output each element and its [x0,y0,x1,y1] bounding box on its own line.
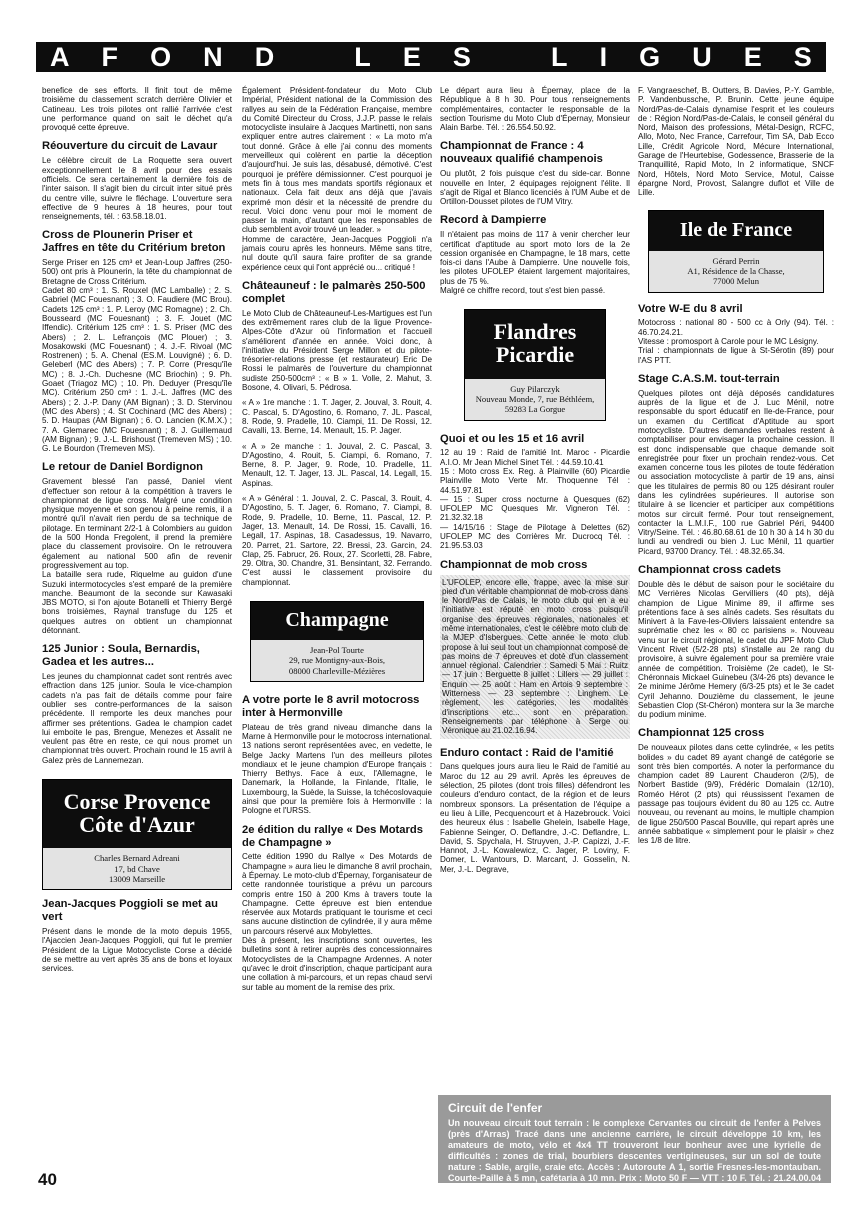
article-text: Plateau de très grand niveau dimanche dans la Marne à Hermonville pour le motocross international. 13 nations seront représentées avec, en vedette, le Belge Jacky Martens l'un des meilleurs pilotes mondiaux et le jeune champion d'Europe français : Thierry Bethys. Face à eux, l'Allemagne, le Danemark, la Hollande, la Finlande, l'Italie, le Luxembourg, la Suède, la Suisse, la tchécoslovaquie ainsi que pour la première fois à Hermonville : la Pologne et l'URSS. [242,722,432,816]
banner-letter: L [354,41,371,72]
article-heading: 2e édition du rallye « Des Motards de Champagne » [242,823,423,849]
article-text: — 15 : Super cross nocturne à Quesques (62) UFOLEP MC Quesques Mr. Vigneron Tél. : 21.32.32.18 [440,494,630,523]
region-title: Ile de France [649,211,823,251]
article-text: 12 au 19 : Raid de l'amitié Int. Maroc - Picardie A.I.O. Mr Jean Michel Sinet Tél. : 44.59.10.41 [440,448,630,467]
box-text: Un nouveau circuit tout terrain : le complexe Cervantes ou circuit de l'enfer à Pelves (près d'Arras) Tracé dans une ancienne carrière, le circuit développe 10 km, les amateurs de moto, vélo et 4x4 TT trouveront leur bonheur avec une kyrielle de difficultés : zones de trial, bourbiers descentes vertigineuses, sur un sol de toute nature : Sable, argile, craie etc. Accès : Autoroute A 1, sortie Fresnes-les-montauban. Courte-Paille à 5 mn, cafétaria à 10 mn. Prix : Moto 50 F — VTT : 10 F. Tél. : 21.24.00.04 ou 21.58.95.42 [448,1118,821,1194]
contact-city: 08000 Charleville-Mézières [288,665,386,676]
article-text: De nouveaux pilotes dans cette cylindrée, « les petits bolides » du cadet 89 ayant changé de catégorie se sont très bien comportés. A noter la performance du champion cadet 89 Laurent Chauderon (2/5), de Norbert Bastide (9/9), Frédéric Domalain (12/10), Roméo Hérot (2 pts) qui réussissent l'examen de passage pas toujours évident du 80 au 125 cc. Autre nouveau, ou revenant au moins, le multiple champion de ligue 250/500 Pascal Bouville, qui repart après une année sabbatique « simplement pour le plaisir » chez les 1/8 de litre. [638,743,834,846]
banner-letter: I [599,41,608,72]
article-text: Serge Priser en 125 cm³ et Jean-Loup Jaffres (250-500) ont pris à Plounerin, la tête du championnat de Bretagne de Cross Critérium. [42,258,232,286]
article-text: F. Vangraeschef, B. Outters, B. Davies, P.-Y. Gamble, P. Vandenbussche, P. Brunin. Cette jeune équipe Nord/Pas-de-Calais dynamise l'esprit et les couleurs de : Région Nord/Pas-de-Calais, le conseil général du Nord, Maison des professions, Métal-Design, RCFC, Allo, Moto, Nec France, Carrefour, Tim SA, Dab Ecco Lille, Crédit Agricole Nord, Mécure International, Garage de l'Heurtebise, Godessence, Brasserie de la Tranquillité, Rapid Moto, In 2 informatique, SNCF Nord, Hôtels, Nord Moto Service, Motul, Caisse épargne Nord, Provost, Salangre duflot et Ville de Lille. [638,86,834,198]
region-box-corse [42,779,232,890]
contact-name: Charles Bernard Adreani [94,853,180,864]
banner-letter: S [452,41,471,72]
article-text: Le Moto Club de Châteauneuf-Les-Martigues est l'un des extrêmement rares club de la ligue Provence-Alpes-Côte d'Azur où l'information et l'accueil s'améliorent d'année en année. Voici donc, à l'initiative du Président Serge Millon et du pilote-trésorier-relations presse (et restaurateur) Eric De Rossi le palmarès de l'ouverture du championnat sudiste 250-500cm³ : « B » 1. Volle, 2. Mahut, 3. Bosone, 4. Olivari, 5. Pédrosa. [242,308,432,393]
region-title: Corse Provence Côte d'Azur [43,780,231,848]
banner-letter: D [254,41,275,72]
contact-address: 17, bd Chave [114,863,160,874]
article-text: L'UFOLEP, encore elle, frappe, avec la mise sur pied d'un véritable championnat de mob-cross dans le Nord/Pas de Calais, le moto club qui en a eu l'initiative est réputé en moto cross puisqu'il organise des épreuves régionales, nationales et même internationales, c'est le célèbre moto club de la MJEP d'Isbergues. Cette année le moto club propose à lui seul tout un championnat composé de pas moins de 7 épreuves et doté d'un classement annuel régional. Calendrier : Samedi 5 Mai : Ruitz — 17 juin : Berguette 8 juillet : Lillers — 29 juillet : Enquin — 25 août : Ham en Artois 9 septembre : Witterness — 23 septembre : Linghem. Le règlement, les catégories, les modalités d'inscriptions etc... sont en préparation. Renseignements par téléphone à Serge ou Véronique au 21.02.16.94. [440,575,630,739]
article-text: Motocross : national 80 - 500 cc à Orly (94). Tél. : 46.70.24.21. [638,318,834,337]
results-text: « A » Général : 1. Jouval, 2. C. Pascal, 3. Rouit, 4. D'Agostino, 5. T. Jager, 6. Romano, 7. Ciampi, 8. Rode, 9. Pradelle, 10. Berne, 11. Pascal, 12. P. Jager, 13. Menault, 14. De Rossi, 15. Cavalli, 16. Legall, 17. Aspinas, 18. Casadessus, 19. Navarro, 20. Parret, 21. Sartore, 22. Bressi, 23. Garcin, 24. Clap, 25. Fabrucr, 26. Roux, 27. Scorletti, 28. Fabre, 29. Oltra, 30. Chandre, 31. Bensintant, 32. Ferrando. C'est aussi le classement provisoire du championnat. [242,494,432,587]
article-heading: Cross de Plounerin Priser et Jaffres en tête du Critérium breton [42,229,226,255]
article-text: Le célèbre circuit de La Roquette sera ouvert exceptionnellement le 8 avril pour des essais officiels. Ce sera certainement la dernière fois de l'inter saison. Il s'agit bien du circuit inter situé près du centre ville, suivre le fléchage. L'ouverture sera effective de 9 heures à 18 heures, pour tout renseignements, tél. : 63.58.18.01. [42,156,232,222]
article-text: Également Président-fondateur du Moto Club Impérial, Président national de la Commission des rallyes au sein de la Fédération Française, membre du Comité Directeur du Cross, J.J.P. passe le relais motocycliste insulaire à Jacques Martinetti, non sans expliquer entre autres clairement : « La moto m'a tout donné. Grâce à elle j'ai connu des moments merveilleux qui colèrent en partie la déception d'aujourd'hui. Je suis las, désabusé, démotivé. C'est pourquoi je préfère démissionner. C'est pourquoi je mets fin à tous mes mandats sportifs régionaux et nationaux. Cela fait deux ans déjà que j'avais exprimé mon désir et la nécessité de prendre du recul. Voici donc venu pour moi le moment de passer la main, d'autant que les responsables de club semblent avoir trouvé un leader. » [242,86,432,235]
region-contact [649,251,823,292]
article-text: Malgré ce chiffre record, tout s'est bien passé. [440,286,606,296]
region-contact [43,848,231,889]
article-text: Ou plutôt, 2 fois puisque c'est du side-car. Bonne nouvelle en Inter, 2 équipages rejoignent l'élite. Il s'agit de Rigal et Blanco licenciés à l'UM Aube et de Ortillon-Dousset pilotes de l'UM Vitry. [440,169,630,207]
article-heading: A votre porte le 8 avril motocross inter à Hermonville [242,693,420,719]
results-text: Cadet 80 cm³ : 1. S. Rouxel (MC Lamballe) ; 2. S. Gabriel (MC Fouesnant) ; 3. O. Faudiere (MC Brou). Cadets 125 cm³ : 1. P. Leroy (MC Romagne) ; 2. Ch. Bousseard (MC Fouesnant) ; 3. F. Jouet (MC Iffendic). Critérium 125 cm³ : 1. S. Priser (MC des Abers) ; 2. L. Lefrançois (MC Plouer) ; 3. Mosakowski (MC Fouesnant) ; 4. J.-F. Rivoal (MC Rostrenen) ; 5. A. Chenal (ES.M. Louvigné) ; 6. D. Geleberl (MC des Abers) ; 7. P. Corre (Presqu'île MC) ; 8. J.-Ch. Duchesne (MC Briochin) ; 9. Ph. Goaet (Triagoz MC) ; 10. Ph. Deduyer (Presqu'île MC). Critérium 250 cm³ : 1. J.-L. Jaffres (MC des Abers) ; 2. J.-P. Dany (AM Bignan) ; 3. D. Stervinou (MC des Abers) ; 4. St Cochinard (MC des Abers) ; 5. D. Haupas (AM Bignan) ; 6. O. Lancien (K.M.X.) ; 7. A. Glemarec (MC Fouesnant) ; 8. J. Guillemaud (AM Bignan) ; 9. J.-L. Brishoust (Tremeven MS) ; 10. G. Le Bourdon (Tremeven MS). [42,286,232,454]
article-text: La bataille sera rude, Riquelme au guidon d'une Suzuki intermotocycles s'est emparé de la première manche. Beaumont de la seconde sur Kawasaki JBS MOTO, si l'on ajoute Botanelli et Thierry Bergé bons troisièmes, Raynal transfuge du 125 et quelques autres on obtient un championnat détonnant. [42,570,232,636]
article-heading: Championnat 125 cross [638,727,765,740]
contact-name: Jean-Pol Tourte [310,645,364,655]
article-heading: Championnat cross cadets [638,564,781,577]
banner-letter: S [793,41,812,72]
article-text: Dès à présent, les inscriptions sont ouvertes, les bulletins sont à retirer auprès des concessionnaires Motocyclistes de la Champagne Ardennes. A noter qu'avec le droit d'inscription, chaque participant aura une collation à mi-parcours, et un repas chaud servi sur table au moment de la remise des prix. [242,936,432,992]
article-heading: Jean-Jacques Poggioli se met au vert [42,898,218,924]
results-text: « A » 2e manche : 1. Jouval, 2. C. Pascal, 3. D'Agostino, 4. Rouit, 5. Ciampi, 6. Romano, 7. Berne, 8. P. Jager, 9. Rode, 10. Pradelle, 11. Menault, 12. T. Jager, 13. JL. Pascal, 14. Legall, 15. Aspinas. [242,441,432,488]
region-title: Flandres Picardie [465,310,605,378]
article-text: Gravement blessé l'an passé, Daniel vient d'effectuer son retour à la compétition à travers le championnat de ligue cross. Malgré une condition physique moyenne et son genou à peine remis, il a montré qu'il n'avait rien perdu de sa technique de pilotage. En terminant 2/2-1 à Colombiers au guidon de la 500 Honda Fregolent, il prend la première place du classement provisoire. On le retrouvera également au national 500 afin de revenir progressivement au top. [42,477,232,570]
page-number: 40 [38,1170,57,1189]
column-2 [242,86,432,992]
banner-letter: E [402,41,421,72]
article-text: Il n'étaient pas moins de 117 à venir chercher leur certificat d'aptitude au sport moto lors de la 2e cession organisée en Champagne, le 18 mars, cette fois-ci dans l'Aube à Dampierre. Une nouvelle fois, les pilotes UFOLEP étaient largement majoritaires, plus de 75 %. [440,230,630,286]
banner-letter: O [150,41,172,72]
article-text: benefice de ses efforts. Il finit tout de même troisième du classement scratch derrière Olivier et Catineau. Les trois pilotes ont rallié l'arrivée c'est une performance quand on sait le déchet qu'a provoqué cette épreuve. [42,86,232,133]
banner-letter: G [639,41,661,72]
article-heading: Stage C.A.S.M. tout-terrain [638,372,780,385]
article-text: Quelques pilotes ont déjà déposés candidatures auprès de la ligue et de J. Luc Ménil, notre responsable du sport éducatif en Ile-de-France, pour un examen du Certificat d'Aptitude au sport motocycliste. D'autres demandes verbales restent à comptabiliser pour envisager la prochaine cession. Il est donc indispensable que chaque demande soit enregistrée pour fixer un prochain rendez-vous. Cet examen concerne tous les pilotes de toute fédération ou association motocycliste à partir de 19 ans, ainsi que les titulaires de permis 80 ou 125 désirant rouler dans les cylindrées supérieures. Il autorise son titulaire à se licencier et participer aux compétitions motos sur circuit fermé. Pour tout renseignement, contacter la L.M.I.F., 100 rue Gabriel Péri, 94400 Vitry/Seine. Tél. : 46.80.68.61 de 10 h 30 à 14 h 30 du lundi au vendredi ou bien J. Luc Ménil, 11 quartier Picard, 93700 Drancy. Tél. : 48.32.65.34. [638,388,834,556]
contact-name: Guy Pilarczyk [510,383,560,394]
region-box-champagne [250,601,424,682]
contact-address: 29, rue Montigny-aux-Bois, [289,655,385,666]
box-heading: Circuit de l'enfer [448,1101,543,1115]
banner-letter: F [101,41,119,72]
column-3 [440,86,630,874]
article-text: Le départ aura lieu à Épernay, place de la République à 8 h 30. Pour tous renseignements complémentaires, contacter le responsable de la section Tourisme du Moto Club d'Épernay, Monsieur Alain Barbe. Tél. : 26.554.50.92. [440,86,630,133]
contact-city: 59283 La Gorgue [504,404,566,415]
article-heading: Championnat de France : 4 nouveaux qualifié champenois [440,140,603,166]
article-heading: Réouverture du circuit de Lavaur [42,140,218,153]
contact-city: 77000 Melun [712,276,760,287]
contact-address: A1, Résidence de la Chasse, [687,265,785,276]
article-heading: Record à Dampierre [440,214,547,227]
article-text: Dans quelques jours aura lieu le Raid de l'amitié au Maroc du 12 au 29 avril. Après les épreuves de sélection, 25 pilotes (dont trois filles) défendront les couleurs d'enduro contact, de la région et de leurs nombreux sponsors. La présentation de l'équipe a eu lieu à Lille, Pecquencourt et à Hazebrouck. Voici des heureux élus : Isabelle Ghelein, Isabelle Hage, Fabienne Seinger, O. Deflandre, J.-C. Deflandre, L. David, S. Spychala, H. Struyven, J.-P. Capizzi, J.-F. Hannot, J.-L. Kowalewicz, C. Jager, P. Loviny, F. Domer, L. Wantours, D. Marcant, J. Gosselin, N. Mer, J.-L. Degrave, [440,762,630,874]
article-text: Cette édition 1990 du Rallye « Des Motards de Champagne » aura lieu le dimanche 8 avril prochain, à Épernay. Le moto-club d'Épernay, l'organisateur de cette randonnée touristique a prévu un parcours compris entre 150 à 200 Kms à travers toute la Champagne. Cette épreuve est bien entendue réservée aux Motards pratiquant le tourisme et ceci sans aucune distinction de cylindrée, il y aura même un parcours réservé aux Mobylettes. [242,852,432,936]
circuit-enfer-box [438,1095,831,1194]
article-text: Vitesse : promosport à Carole pour le MC Lésigny. [638,336,819,346]
banner-letter: A [50,41,70,72]
article-text: Double dès le début de saison pour le sociétaire du MC Verrières Nicolas Gervilliers (40 pts), déjà champion de Ligue Minime 89, il affirme ses prétentions face à ses aînés cadets. Ses résultats du Minivert à la Fave-les-Oliviers laissaient entendre sa suprématie chez les « 80 cc parisiens ». Nouveau venu sur le circuit régional, le cadet du JPF Moto Club Vincent Rivet (5/2-28 pts) s'installe au 2e rang du provisoire, à suivre également pour sa première vraie année de compétition. Troisième (2e cadet), le St-Chéronnais Mickael Guinebeu (3/4-26 pts) devance le 2e minime Jérôme Hemery (6/3-25 pts) et le 3e cadet Cyril Jehanno. Douzième du classement, le jeune Sebastien Clop (St-Chéron) montera sur la 3e marche du podium minime. [638,579,834,720]
column-4 [638,86,834,846]
region-title: Champagne [251,602,423,640]
column-1 [42,86,232,973]
article-heading: Quoi et ou les 15 et 16 avril [440,432,585,445]
section-banner [36,42,826,72]
region-contact [465,379,605,420]
article-text: — 14/15/16 : Stage de Pilotage à Delettes (62) UFOLEP MC des Corrières Mr. Ducrocq Tél. : 21.95.53.03 [440,522,630,551]
banner-letter: E [743,41,762,72]
article-text: Homme de caractère, Jean-Jacques Poggioli n'a jamais couru après les honneurs. Même sans titre, nul doute qu'il saura faire profiter de sa grande expérience ceux qui l'ont apprécié ou... critiqué ! [242,234,432,272]
region-box-ile-de-france [648,210,824,293]
banner-letter: U [692,41,712,72]
article-text: 15 : Moto cross Ex. Reg. à Plainville (60) Picardie Plainville Moto Verte Mr. Thoquenne Tél : 44.51.97.81 [440,466,630,495]
contact-name: Gérard Perrin [712,255,760,266]
article-text: Trial : championnats de ligue à St-Sérotin (89) pour l'AS PTT. [638,346,834,365]
article-heading: Le retour de Daniel Bordignon [42,461,203,474]
article-heading: Enduro contact : Raid de l'amitié [440,746,614,759]
contact-city: 13009 Marseille [108,873,166,884]
banner-letter: N [203,41,223,72]
article-heading: Votre W-E du 8 avril [638,302,743,315]
results-text: « A » 1re manche : 1. T. Jager, 2. Jouval, 3. Rouit, 4. C. Pascal, 5. D'Agostino, 6. Romano, 7. JL. Pascal, 8. Rode, 9. Pradelle, 10. Ciampi, 11. De Rossi, 12. Cavalli, 13. Berne, 14. Menault, 15. P. Jager. [242,398,432,436]
region-box-flandres [464,309,606,420]
article-text: Les jeunes du championnat cadet sont rentrés avec effraction dans 125 junior. Soula le vice-champion cadets n'a pas fait de détails comme pour faire oublier ses contre-performances de la saison précédente. Il remporte les deux manches pour affirmer ses prétentions. Gadea le champion cadet lui emboite le pas, Brengue, Menezes et Assalit ne veulent pas être en reste, ce qui nous promet un championnat très ouvert. Prochain round le 15 avril à Galez près de Lannemezan. [42,672,232,765]
article-heading: Châteauneuf : le palmarès 250-500 complet [242,279,426,305]
banner-letter: L [551,41,568,72]
article-heading: Championnat de mob cross [440,558,588,571]
contact-address: Nouveau Monde, 7, rue Béthléem, [475,393,595,404]
region-contact [251,640,423,681]
article-text: Présent dans le monde de la moto depuis 1955, l'Ajaccien Jean-Jacques Poggioli, qui fut le premier Président de la Ligue Motocycliste Corse a décidé de se mettre au vert après 35 ans de bons et loyaux services. [42,926,232,974]
article-heading: 125 Junior : Soula, Bernardis, Gadea et les autres... [42,643,200,669]
